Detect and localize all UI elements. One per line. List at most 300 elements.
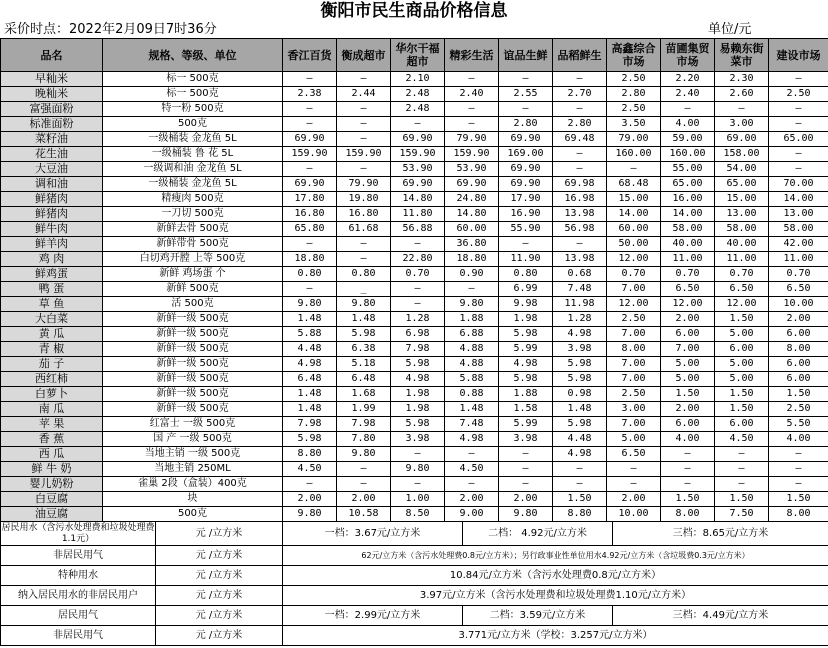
product-name: 菜籽油	[1, 132, 103, 147]
price-cell: 11.00	[715, 252, 769, 267]
price-cell: 160.00	[661, 147, 715, 162]
product-spec: 一级桶装 金龙鱼 5L	[103, 177, 283, 192]
price-cell: 11.90	[499, 252, 553, 267]
utility-unit: 元 /立方米	[156, 606, 283, 626]
price-cell: 2.20	[661, 72, 715, 87]
price-cell: 1.58	[499, 402, 553, 417]
price-cell: —	[283, 72, 337, 87]
price-cell: —	[337, 162, 391, 177]
price-cell: 24.80	[445, 192, 499, 207]
price-cell: 2.80	[607, 87, 661, 102]
product-name: 婴儿奶粉	[1, 477, 103, 492]
price-cell: —	[391, 447, 445, 462]
product-spec: 新鲜一级 500克	[103, 357, 283, 372]
product-spec: 新鲜一级 500克	[103, 312, 283, 327]
price-cell: 1.48	[283, 312, 337, 327]
product-name: 草 鱼	[1, 297, 103, 312]
utility-table	[0, 521, 828, 646]
table-row	[1, 417, 828, 432]
price-cell: 68.48	[607, 177, 661, 192]
table-row	[1, 162, 828, 177]
price-cell: 79.90	[445, 132, 499, 147]
price-cell: —	[337, 72, 391, 87]
column-header: 品名	[1, 39, 103, 72]
price-cell: 6.88	[445, 327, 499, 342]
column-header: 谊品生鲜	[499, 39, 553, 72]
utility-unit: 元 /立方米	[156, 546, 283, 566]
product-spec: 雀巢 2段（盒装）400克	[103, 477, 283, 492]
product-name: 鸭 蛋	[1, 282, 103, 297]
product-spec: 一级桶装 鲁 花 5L	[103, 147, 283, 162]
price-cell: 2.40	[445, 87, 499, 102]
price-cell: 69.90	[499, 132, 553, 147]
price-cell: 2.00	[337, 492, 391, 507]
price-cell: —	[607, 477, 661, 492]
table-row	[1, 402, 828, 417]
price-cell: 3.50	[607, 117, 661, 132]
price-cell: 4.98	[391, 372, 445, 387]
tier-2-price: 二档：3.59元/立方米	[463, 606, 613, 626]
price-cell: 1.50	[553, 492, 607, 507]
price-cell: 2.40	[661, 87, 715, 102]
price-cell: —	[607, 162, 661, 177]
price-cell: 16.80	[283, 207, 337, 222]
price-cell: 2.60	[715, 87, 769, 102]
product-name: 标准面粉	[1, 117, 103, 132]
utility-name: 特种用水	[1, 566, 156, 586]
price-cell: 0.98	[553, 387, 607, 402]
price-cell: 169.00	[499, 147, 553, 162]
price-cell: 55.00	[661, 162, 715, 177]
product-spec: 一级桶装 金龙鱼 5L	[103, 132, 283, 147]
product-name: 鲜猪肉	[1, 192, 103, 207]
price-cell: 1.98	[391, 402, 445, 417]
price-cell: 12.00	[607, 252, 661, 267]
price-cell: 2.50	[607, 102, 661, 117]
price-cell: 4.88	[445, 342, 499, 357]
price-cell: 1.50	[715, 387, 769, 402]
price-cell: —	[607, 462, 661, 477]
price-cell: 7.00	[607, 372, 661, 387]
table-row	[1, 447, 828, 462]
table-row	[1, 192, 828, 207]
product-spec: 500克	[103, 507, 283, 522]
product-spec: 新鲜一级 500克	[103, 387, 283, 402]
product-name: 花生油	[1, 147, 103, 162]
price-cell: 4.00	[769, 432, 828, 447]
product-name: 南 瓜	[1, 402, 103, 417]
price-cell: 0.70	[391, 267, 445, 282]
header-row	[1, 39, 828, 72]
price-cell: —	[445, 282, 499, 297]
price-cell: 14.00	[769, 192, 828, 207]
price-cell: —	[445, 102, 499, 117]
price-cell: 7.50	[715, 507, 769, 522]
price-cell: 159.90	[337, 147, 391, 162]
utility-row	[1, 606, 828, 626]
table-row	[1, 87, 828, 102]
price-cell: 0.70	[661, 267, 715, 282]
price-cell: —	[499, 237, 553, 252]
table-row	[1, 342, 828, 357]
price-cell: _	[337, 282, 391, 297]
price-cell: —	[283, 117, 337, 132]
price-cell: 8.00	[661, 507, 715, 522]
column-header: 华尔干福超市	[391, 39, 445, 72]
price-cell: 2.00	[769, 312, 828, 327]
product-name: 鲜牛肉	[1, 222, 103, 237]
price-cell: —	[499, 72, 553, 87]
column-header: 苗圃集贸市场	[661, 39, 715, 72]
table-row	[1, 222, 828, 237]
price-cell: 0.80	[337, 267, 391, 282]
price-cell: 3.98	[391, 432, 445, 447]
product-spec: 特一粉 500克	[103, 102, 283, 117]
price-cell: 3.00	[607, 402, 661, 417]
price-cell: 9.80	[337, 447, 391, 462]
table-row	[1, 147, 828, 162]
table-row	[1, 132, 828, 147]
price-cell: 65.00	[715, 177, 769, 192]
price-cell: 2.00	[499, 492, 553, 507]
price-cell: 12.00	[715, 297, 769, 312]
price-cell: 1.50	[715, 492, 769, 507]
price-cell: 13.98	[553, 252, 607, 267]
table-row	[1, 102, 828, 117]
price-cell: 14.80	[391, 192, 445, 207]
price-cell: —	[283, 102, 337, 117]
price-cell: 42.00	[769, 237, 828, 252]
column-header: 高鑫综合市场	[607, 39, 661, 72]
price-cell: —	[283, 162, 337, 177]
price-cell: 65.80	[283, 222, 337, 237]
price-cell: 2.38	[283, 87, 337, 102]
product-name: 调和油	[1, 177, 103, 192]
unit-label: 单位/元	[708, 22, 752, 37]
price-cell: —	[769, 477, 828, 492]
price-cell: 60.00	[607, 222, 661, 237]
price-cell: —	[445, 117, 499, 132]
price-cell: 10.00	[607, 507, 661, 522]
table-row	[1, 177, 828, 192]
price-cell: —	[499, 462, 553, 477]
utility-name: 居民用水（含污水处理费和垃圾处理费1.1元）	[1, 522, 155, 544]
price-cell: 159.90	[445, 147, 499, 162]
price-cell: 11.80	[391, 207, 445, 222]
price-cell: 4.98	[283, 357, 337, 372]
price-cell: —	[715, 447, 769, 462]
price-cell: 79.90	[337, 177, 391, 192]
product-spec: 新鲜 500克	[103, 282, 283, 297]
product-spec: 红富士 一级 500克	[103, 417, 283, 432]
price-cell: 1.50	[769, 387, 828, 402]
price-cell: —	[445, 477, 499, 492]
utility-name: 居民用气	[1, 606, 156, 626]
price-cell: 5.00	[715, 372, 769, 387]
price-cell: 13.00	[715, 207, 769, 222]
price-cell: —	[553, 477, 607, 492]
column-header: 香江百货	[283, 39, 337, 72]
price-cell: 69.90	[283, 177, 337, 192]
price-cell: 6.50	[769, 282, 828, 297]
price-cell: 5.98	[391, 357, 445, 372]
page-title: 衡阳市民生商品价格信息	[320, 1, 508, 21]
price-cell: 8.50	[391, 507, 445, 522]
price-cell: 5.88	[283, 327, 337, 342]
price-cell: 11.00	[661, 252, 715, 267]
price-cell: 40.00	[661, 237, 715, 252]
price-cell: 50.00	[607, 237, 661, 252]
column-header: 建设市场	[769, 39, 828, 72]
price-cell: 4.50	[715, 432, 769, 447]
product-spec: 新鲜带骨 500克	[103, 237, 283, 252]
utility-name: 纳入居民用水的非居民用户	[1, 586, 156, 606]
price-cell: 7.00	[607, 417, 661, 432]
price-cell: —	[391, 117, 445, 132]
price-cell: 12.00	[607, 297, 661, 312]
price-cell: 8.80	[553, 507, 607, 522]
utility-row	[1, 586, 828, 606]
price-cell: 5.00	[715, 327, 769, 342]
price-cell: 9.98	[499, 297, 553, 312]
product-name: 香 蕉	[1, 432, 103, 447]
price-cell: —	[715, 102, 769, 117]
price-cell: 5.00	[607, 432, 661, 447]
price-cell: 2.50	[607, 387, 661, 402]
price-cell: 0.90	[445, 267, 499, 282]
price-cell: 22.80	[391, 252, 445, 267]
table-row	[1, 327, 828, 342]
product-name: 鸡 肉	[1, 252, 103, 267]
price-cell: 61.68	[337, 222, 391, 237]
price-cell: 6.00	[715, 417, 769, 432]
price-cell: 5.50	[769, 417, 828, 432]
utility-name: 非居民用气	[1, 626, 156, 646]
price-table	[0, 38, 828, 522]
price-cell: 15.00	[607, 192, 661, 207]
price-cell: 18.80	[445, 252, 499, 267]
price-cell: 5.98	[391, 417, 445, 432]
price-cell: 14.00	[661, 207, 715, 222]
table-row	[1, 267, 828, 282]
price-cell: 2.00	[283, 492, 337, 507]
product-spec: 新鲜去骨 500克	[103, 222, 283, 237]
price-cell: —	[553, 72, 607, 87]
price-cell: 16.00	[661, 192, 715, 207]
price-cell: —	[769, 447, 828, 462]
price-cell: 56.88	[391, 222, 445, 237]
price-cell: 58.00	[769, 222, 828, 237]
price-cell: 13.00	[769, 207, 828, 222]
price-cell: 7.80	[337, 432, 391, 447]
price-cell: 12.00	[661, 297, 715, 312]
price-cell: 1.98	[391, 387, 445, 402]
price-cell: 18.80	[283, 252, 337, 267]
product-spec: 500克	[103, 117, 283, 132]
table-row	[1, 372, 828, 387]
price-cell: 70.00	[769, 177, 828, 192]
product-spec: 活 500克	[103, 297, 283, 312]
product-spec: 国 产 一级 500克	[103, 432, 283, 447]
table-row	[1, 387, 828, 402]
utility-price: 3.97元/立方米（含污水处理费和垃圾处理费1.10元/立方米）	[283, 586, 828, 606]
price-cell: 69.90	[499, 162, 553, 177]
tier-2-price: 二档： 4.92元/立方米	[463, 522, 613, 546]
price-cell: —	[661, 447, 715, 462]
price-cell: 11.98	[553, 297, 607, 312]
utility-note: 62元/立方米（含污水处理费0.8元/立方米）；另行政事业性单位用水4.92元/立方米（含垃圾费0.3元/立方米）	[283, 546, 828, 566]
product-name: 黄 瓜	[1, 327, 103, 342]
price-cell: —	[337, 132, 391, 147]
price-cell: 15.00	[715, 192, 769, 207]
column-header: 规格、等级、单位	[103, 39, 283, 72]
utility-name: 非居民用气	[1, 546, 156, 566]
price-cell: 8.00	[769, 507, 828, 522]
price-cell: 9.80	[283, 507, 337, 522]
price-cell: 1.00	[391, 492, 445, 507]
price-cell: 4.98	[553, 327, 607, 342]
price-cell: 5.98	[553, 372, 607, 387]
price-cell: 160.00	[607, 147, 661, 162]
price-cell: 9.80	[499, 507, 553, 522]
price-cell: 5.00	[715, 357, 769, 372]
price-cell: 6.99	[499, 282, 553, 297]
price-cell: 7.00	[661, 342, 715, 357]
product-spec: 块	[103, 492, 283, 507]
price-cell: 69.48	[553, 132, 607, 147]
table-row	[1, 477, 828, 492]
price-cell: 5.00	[661, 372, 715, 387]
product-spec: 精瘦肉 500克	[103, 192, 283, 207]
price-cell: 6.50	[661, 282, 715, 297]
price-cell: 159.90	[283, 147, 337, 162]
price-cell: 2.80	[499, 117, 553, 132]
price-cell: 1.50	[715, 312, 769, 327]
price-cell: 6.50	[607, 447, 661, 462]
price-cell: 5.98	[499, 327, 553, 342]
price-cell: 19.80	[337, 192, 391, 207]
table-row	[1, 252, 828, 267]
price-cell: —	[499, 102, 553, 117]
price-cell: 6.00	[769, 327, 828, 342]
price-cell: 7.00	[607, 282, 661, 297]
price-cell: 1.99	[337, 402, 391, 417]
price-cell: 0.70	[715, 267, 769, 282]
utility-unit: 元 /立方米	[156, 586, 283, 606]
price-cell: 5.98	[499, 372, 553, 387]
price-cell: 5.99	[499, 417, 553, 432]
price-cell: 4.50	[445, 462, 499, 477]
price-cell: —	[391, 477, 445, 492]
price-cell: 16.98	[553, 192, 607, 207]
price-cell: 59.00	[661, 132, 715, 147]
price-cell: —	[391, 237, 445, 252]
price-cell: —	[283, 477, 337, 492]
price-cell: 8.00	[769, 342, 828, 357]
price-cell: —	[715, 477, 769, 492]
utility-unit: 元 /立方米	[156, 522, 283, 546]
price-cell: 2.50	[607, 72, 661, 87]
price-cell: —	[391, 297, 445, 312]
price-cell: 4.00	[661, 117, 715, 132]
product-spec: 一刀切 500克	[103, 207, 283, 222]
price-cell: 0.70	[769, 267, 828, 282]
tier-1-price: 一档：2.99元/立方米	[283, 606, 463, 626]
price-cell: 1.48	[337, 312, 391, 327]
utility-unit: 元 /立方米	[156, 626, 283, 646]
price-cell: 2.00	[607, 492, 661, 507]
product-spec: 新鲜一级 500克	[103, 342, 283, 357]
price-cell: 4.98	[445, 432, 499, 447]
price-cell: 1.98	[499, 312, 553, 327]
product-spec: 新鲜一级 500克	[103, 372, 283, 387]
price-cell: 69.90	[391, 177, 445, 192]
price-cell: 6.00	[661, 327, 715, 342]
price-cell: 69.90	[283, 132, 337, 147]
price-cell: 5.18	[337, 357, 391, 372]
column-header: 易赖东街菜市	[715, 39, 769, 72]
price-cell: —	[283, 237, 337, 252]
price-cell: 5.98	[553, 417, 607, 432]
price-cell: —	[553, 237, 607, 252]
price-cell: 2.10	[391, 72, 445, 87]
table-row	[1, 282, 828, 297]
price-cell: —	[769, 462, 828, 477]
price-cell: 53.90	[445, 162, 499, 177]
price-cell: 6.00	[715, 342, 769, 357]
price-cell: 158.00	[715, 147, 769, 162]
price-cell: 0.80	[499, 267, 553, 282]
price-cell: —	[553, 162, 607, 177]
price-cell: 2.50	[769, 402, 828, 417]
price-cell: 1.48	[283, 387, 337, 402]
price-cell: —	[661, 477, 715, 492]
price-cell: 0.88	[445, 387, 499, 402]
price-cell: 6.00	[769, 357, 828, 372]
price-cell: 4.00	[661, 432, 715, 447]
price-cell: 1.50	[715, 402, 769, 417]
price-cell: 4.88	[445, 357, 499, 372]
column-header: 精彩生活	[445, 39, 499, 72]
product-name: 白豆腐	[1, 492, 103, 507]
price-cell: 7.00	[607, 327, 661, 342]
price-cell: 16.90	[499, 207, 553, 222]
price-cell: 10.00	[769, 297, 828, 312]
price-cell: 56.98	[553, 222, 607, 237]
product-spec: 新鲜一级 500克	[103, 402, 283, 417]
collect-time: 采价时点：2022年2月09日7时36分	[4, 22, 217, 37]
price-cell: —	[769, 162, 828, 177]
table-row	[1, 462, 828, 477]
price-cell: 0.80	[283, 267, 337, 282]
price-cell: —	[337, 252, 391, 267]
price-cell: —	[445, 447, 499, 462]
product-name: 青 椒	[1, 342, 103, 357]
price-cell: 1.48	[445, 402, 499, 417]
price-cell: 7.98	[391, 342, 445, 357]
price-cell: 1.50	[661, 387, 715, 402]
price-cell: 9.80	[391, 462, 445, 477]
price-cell: —	[337, 237, 391, 252]
price-cell: 1.48	[283, 402, 337, 417]
price-cell: 69.00	[715, 132, 769, 147]
utility-row	[1, 566, 828, 586]
price-cell: 8.80	[283, 447, 337, 462]
price-cell: —	[337, 117, 391, 132]
subheader	[0, 22, 828, 38]
product-name: 鲜 牛 奶	[1, 462, 103, 477]
product-name: 苹 果	[1, 417, 103, 432]
